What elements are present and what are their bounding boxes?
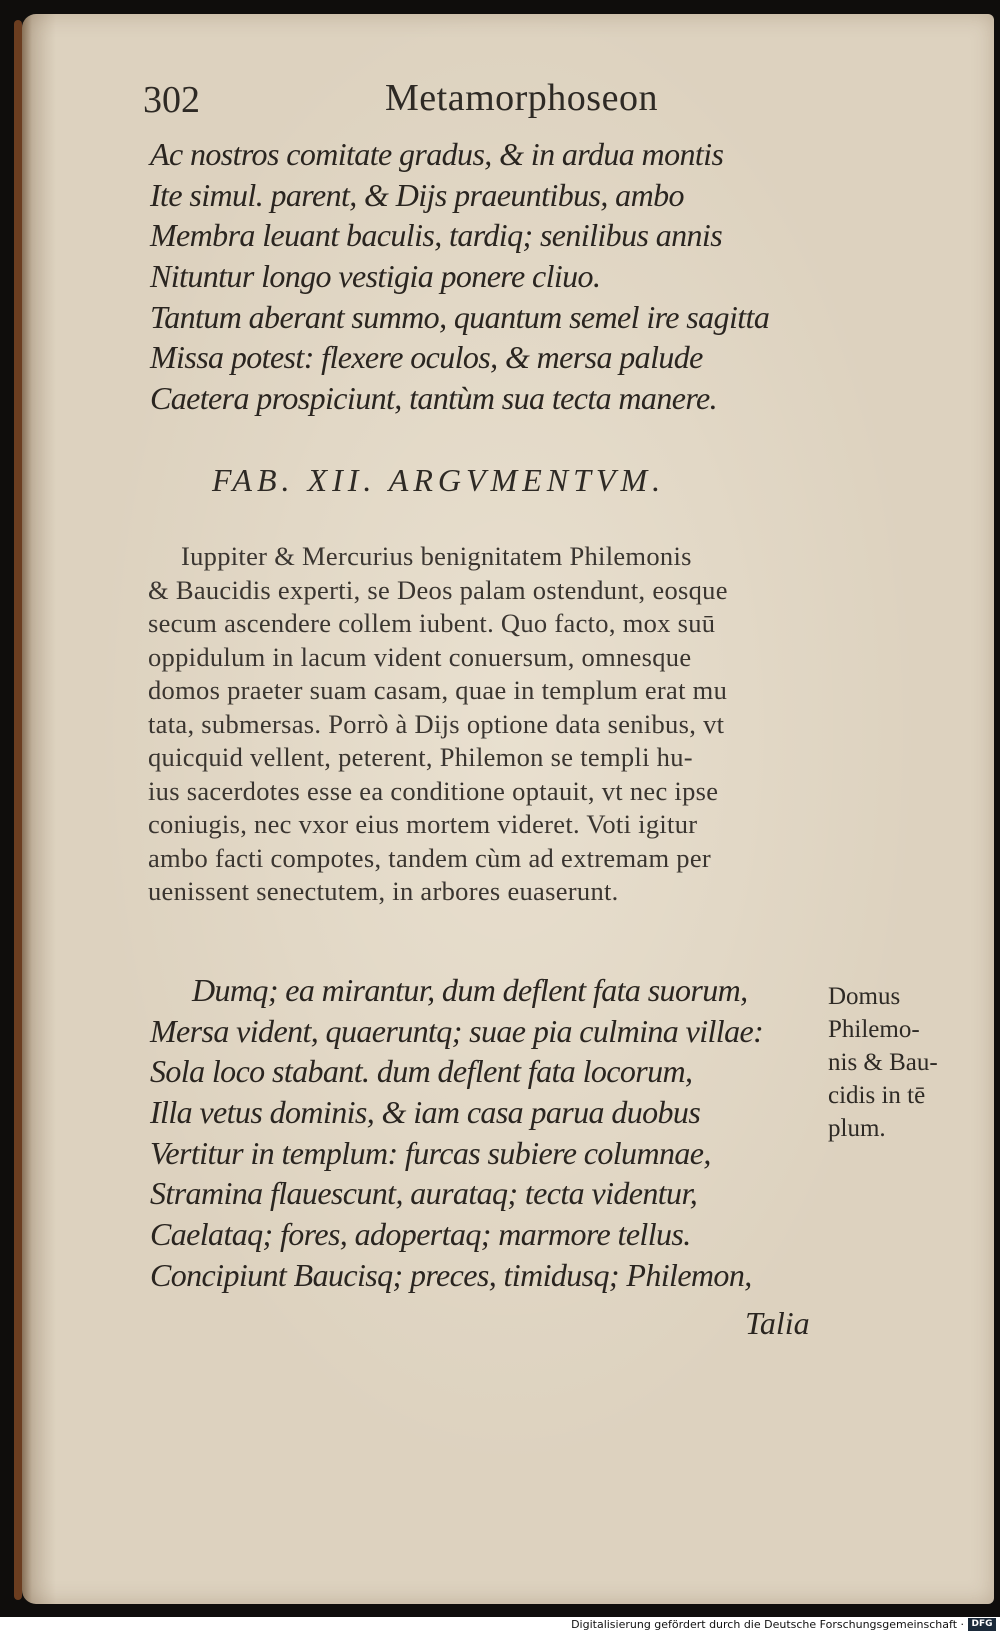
footer-credit: Digitalisierung gefördert durch die Deutsche Forschungsgemeinschaft · <box>571 1618 964 1631</box>
verse-line: Vertitur in templum: furcas subiere columnae, <box>150 1134 711 1171</box>
dfg-logo: DFG <box>968 1618 996 1631</box>
verse-line: Caelataq; fores, adopertaq; marmore tellus. <box>150 1216 691 1253</box>
verse-line: Stramina flauescunt, aurataq; tecta videntur, <box>150 1175 698 1212</box>
argument-line: oppidulum in lacum vident conuersum, omnesque <box>148 641 692 672</box>
argument-line: Iuppiter & Mercurius benignitatem Philemonis <box>181 541 692 571</box>
argument-line: uenissent senectutem, in arbores euaserunt. <box>148 876 619 906</box>
verse-line: Ite simul. parent, & Dijs praeuntibus, ambo <box>150 176 684 213</box>
verse-block-top <box>150 134 769 419</box>
running-head: Metamorphoseon <box>385 77 658 119</box>
argument-line: coniugis, nec vxor eius mortem videret. Voti igitur <box>148 809 698 839</box>
argument-line: domos praeter suam casam, quae in templum erat mu <box>148 675 728 705</box>
marginal-note-line: cidis in tē <box>828 1082 926 1109</box>
book-spine-edge <box>14 20 22 1600</box>
verse-line: Tantum aberant summo, quantum semel ire sagitta <box>150 298 770 335</box>
verse-line: Mersa vident, quaeruntq; suae pia culmina villae: <box>150 1012 764 1049</box>
fable-heading: FAB. XII. ARGVMENTVM. <box>212 462 666 498</box>
verse-line: Sola loco stabant. dum deflent fata locorum, <box>150 1053 693 1090</box>
argument-line: secum ascendere collem iubent. Quo facto, mox suū <box>148 608 716 638</box>
argument-line: ius sacerdotes esse ea conditione optauit, vt nec ipse <box>148 775 719 806</box>
verse-line: Nituntur longo vestigia ponere cliuo. <box>150 258 601 295</box>
verse-block-bottom <box>150 970 763 1296</box>
page-number: 302 <box>143 79 200 121</box>
verse-line: Ac nostros comitate gradus, & in ardua montis <box>150 136 724 172</box>
catchword: Talia <box>745 1305 810 1341</box>
verse-line: Caetera prospiciunt, tantùm sua tecta manere. <box>150 380 718 417</box>
verse-line: Membra leuant baculis, tardiq; senilibus annis <box>150 217 723 254</box>
argument-line: ambo facti compotes, tandem cùm ad extremam per <box>148 842 712 873</box>
argument-line: quicquid vellent, peterent, Philemon se templi hu- <box>148 742 693 772</box>
verse-line: Dumq; ea mirantur, dum deflent fata suorum, <box>192 972 748 1008</box>
argument-line: tata, submersas. Porrò à Dijs optione data senibus, vt <box>148 708 725 739</box>
marginal-note-line: Domus <box>828 983 901 1010</box>
marginal-note-line: Philemo- <box>828 1016 920 1043</box>
marginal-note <box>828 980 938 1145</box>
marginal-note-line: plum. <box>828 1115 886 1142</box>
argument-line: & Baucidis experti, se Deos palam ostendunt, eosque <box>148 574 728 605</box>
argument-paragraph <box>148 540 728 909</box>
verse-line: Concipiunt Baucisq; preces, timidusq; Philemon, <box>150 1256 752 1293</box>
marginal-note-line: nis & Bau- <box>828 1049 938 1076</box>
verse-line: Missa potest: flexere oculos, & mersa palude <box>150 339 703 376</box>
verse-line: Illa vetus dominis, & iam casa parua duobus <box>150 1094 701 1131</box>
